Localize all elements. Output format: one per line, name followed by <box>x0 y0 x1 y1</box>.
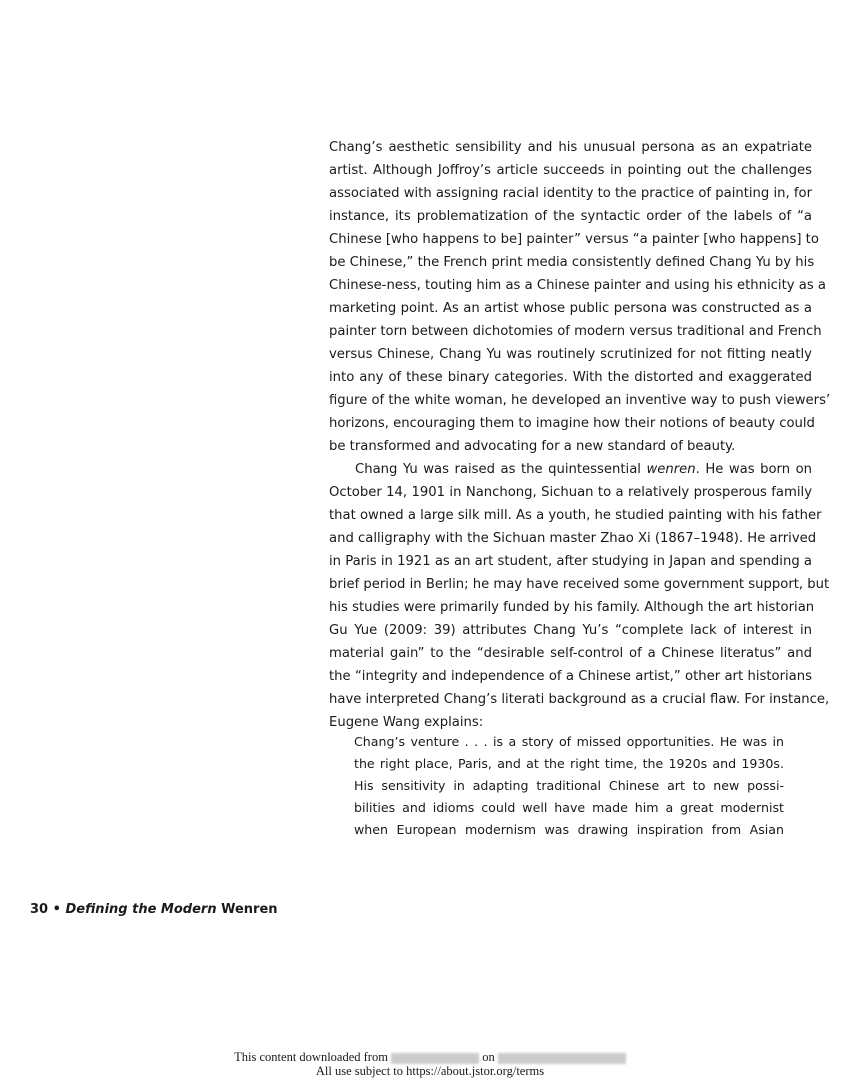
text-line: material gain” to the “desirable self-control of a Chinese literatus” and <box>329 646 812 661</box>
download-notice-line1 <box>0 1050 860 1064</box>
text-line: His sensitivity in adapting traditional Chinese art to new possi- <box>354 778 784 793</box>
page-number: 30 <box>30 902 49 917</box>
text-line: figure of the white woman, he developed an inventive way to push viewers’ <box>329 393 831 408</box>
text-line: October 14, 1901 in Nanchong, Sichuan to a relatively prosperous family <box>329 485 812 500</box>
text-line: his studies were primarily funded by his family. Although the art historian <box>329 600 815 615</box>
text-line: when European modernism was drawing inspiration from Asian <box>354 822 784 837</box>
bullet: • <box>52 902 61 917</box>
text-line: and calligraphy with the Sichuan master Zhao Xi (1867–1948). He arrived <box>329 531 817 546</box>
body-text <box>329 136 831 734</box>
text-line: Chang’s aesthetic sensibility and his unusual persona as an expatriate <box>329 140 812 155</box>
block-quote <box>354 731 784 841</box>
running-footer <box>30 902 278 917</box>
download-prefix: This content downloaded from <box>234 1050 388 1064</box>
text-line: into any of these binary categories. With the distorted and exaggerated <box>329 370 812 385</box>
running-head-italic: Defining the Modern <box>65 902 217 917</box>
text-run: Chang Yu was raised as the quintessential <box>355 462 647 477</box>
text-line: horizons, encouraging them to imagine how their notions of beauty could <box>329 416 815 431</box>
italic-term: wenren <box>646 462 696 477</box>
text-line: painter torn between dichotomies of modern versus traditional and French <box>329 324 822 339</box>
text-line: brief period in Berlin; he may have received some government support, but <box>329 577 830 592</box>
text-run: . He was born on <box>695 462 812 477</box>
text-line: bilities and idioms could well have made him a great modernist <box>354 800 784 815</box>
download-on: on <box>482 1050 495 1064</box>
text-line: in Paris in 1921 as an art student, after studying in Japan and spending a <box>329 554 812 569</box>
text-line: the right place, Paris, and at the right time, the 1920s and 1930s. <box>354 756 784 771</box>
redacted-ip <box>391 1053 479 1064</box>
text-line: the “integrity and independence of a Chinese artist,” other art historians <box>329 669 812 684</box>
text-line: Chinese-ness, touting him as a Chinese painter and using his ethnicity as a <box>329 278 826 293</box>
redacted-timestamp <box>498 1053 626 1064</box>
text-line: associated with assigning racial identity to the practice of painting in, for <box>329 186 813 201</box>
text-line: artist. Although Joffroy’s article succeeds in pointing out the challenges <box>329 163 812 178</box>
text-line <box>329 458 812 481</box>
text-line: versus Chinese, Chang Yu was routinely scrutinized for not fitting neatly <box>329 347 812 362</box>
text-line: Chang’s venture . . . is a story of missed opportunities. He was in <box>354 734 784 749</box>
text-line: be Chinese,” the French print media consistently defined Chang Yu by his <box>329 255 815 270</box>
text-line: instance, its problematization of the syntactic order of the labels of “a <box>329 209 812 224</box>
text-line: have interpreted Chang’s literati background as a crucial flaw. For instance, <box>329 692 830 707</box>
download-notice-line2: All use subject to https://about.jstor.org/terms <box>315 1064 545 1078</box>
text-line: Chinese [who happens to be] painter” versus “a painter [who happens] to <box>329 232 819 247</box>
text-line: be transformed and advocating for a new standard of beauty. <box>329 439 736 454</box>
text-line: Eugene Wang explains: <box>329 715 484 730</box>
text-line: that owned a large silk mill. As a youth, he studied painting with his father <box>329 508 822 523</box>
text-line: Gu Yue (2009: 39) attributes Chang Yu’s “complete lack of interest in <box>329 623 812 638</box>
running-head-roman: Wenren <box>221 902 278 917</box>
text-line: marketing point. As an artist whose public persona was constructed as a <box>329 301 812 316</box>
